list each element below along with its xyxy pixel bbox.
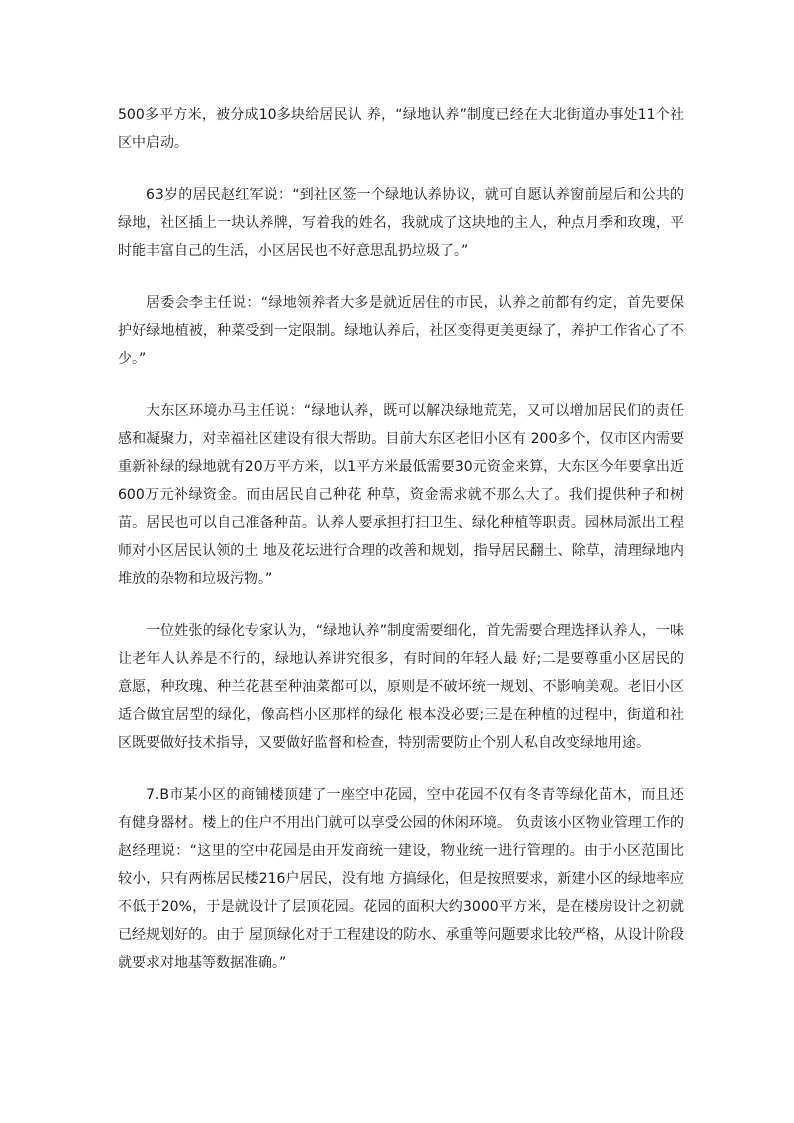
- paragraph-6: 7.B市某小区的商铺楼顶建了一座空中花园，空中花园不仅有冬青等绿化苗木，而且还有健身器材。楼上的住户不用出门就可以享受公园的休闲环境。 负责该小区物业管理工作的赵经理说：“这里的空中花园是由开发商统一建设，物业统一进行管理的。由于小区范围比较小，只有两栋居民楼216户居民，没有地 方搞绿化，但是按照要求，新建小区的绿地率应不低于20%，于是就设计了层顶花园。花园的面积大约3000平方米，是在楼房设计之初就已经规划好的。由于 屋顶绿化对于工程建设的防水、承重等问题要求比较严格，从设计阶段就要求对地基等数据准确。”: [118, 787, 684, 971]
- document-body: [118, 101, 684, 1001]
- paragraph-4: 大东区环境办马主任说：“绿地认养，既可以解决绿地荒芜，又可以增加居民们的责任感和凝聚力，对幸福社区建设有很大帮助。目前大东区老旧小区有 200多个，仅市区内需要重新补绿的绿地就有20万平方米，以1平方米最低需要30元资金来算，大东区今年要拿出近600万元补绿资金。而由居民自己种花 种草，资金需求就不那么大了。我们提供种子和树苗。居民也可以自己准备种苗。认养人要承担打扫卫生、绿化种植等职责。园林局派出工程师对小区居民认领的土 地及花坛进行合理的改善和规划，指导居民翻土、除草，清理绿地内堆放的杂物和垃圾污物。”: [118, 403, 684, 587]
- paragraph-1: 500多平方米，被分成10多块给居民认 养，“绿地认养”制度已经在大北街道办事处11个社区中启动。: [118, 107, 684, 151]
- paragraph-2: 63岁的居民赵红军说：“到社区签一个绿地认养协议，就可自愿认养窗前屋后和公共的绿地，社区插上一块认养牌，写着我的姓名，我就成了这块地的主人，种点月季和玫瑰，平时能丰富自己的生活，小区居民也不好意思乱扔垃圾了。”: [118, 187, 684, 259]
- paragraph-3: 居委会李主任说：“绿地领养者大多是就近居住的市民，认养之前都有约定，首先要保护好绿地植被，种菜受到一定限制。绿地认养后，社区变得更美更绿了，养护工作省心了不少。”: [118, 295, 684, 367]
- paragraph-5: 一位姓张的绿化专家认为，“绿地认养”制度需要细化，首先需要合理选择认养人，一味让老年人认养是不行的，绿地认养讲究很多，有时间的年轻人最 好;二是要尊重小区居民的意愿，种玫瑰、种兰花甚至种油菜都可以，原则是不破坏统一规划、不影响美观。老旧小区适合做宜居型的绿化，像高档小区那样的绿化 根本没必要;三是在种植的过程中，街道和社区既要做好技术指导，又要做好监督和检查，特别需要防止个别人私自改变绿地用途。: [118, 623, 684, 751]
